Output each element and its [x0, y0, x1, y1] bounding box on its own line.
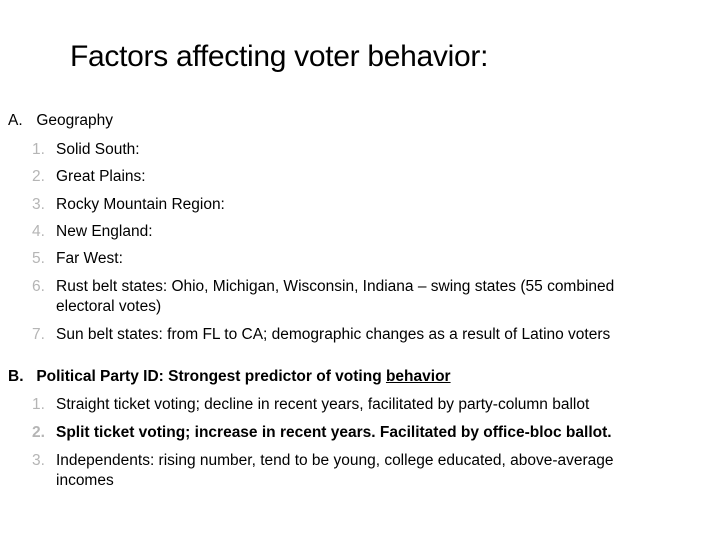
list-number: 7.	[32, 326, 45, 343]
list-number: 2.	[32, 168, 45, 185]
list-text: Straight ticket voting; decline in recent years, facilitated by party-column ballot	[56, 396, 590, 413]
section-b-title: Political Party ID: Strongest predictor of voting	[36, 368, 386, 385]
slide-title: Factors affecting voter behavior:	[70, 40, 489, 73]
list-number: 2.	[32, 424, 45, 441]
section-a-heading	[8, 112, 113, 130]
section-a-title: Geography	[36, 112, 114, 129]
list-text: Great Plains:	[56, 168, 146, 185]
section-b-title-underlined: behavior	[385, 368, 451, 385]
list-number: 1.	[32, 396, 45, 413]
list-item	[32, 195, 672, 215]
list-text: Rocky Mountain Region:	[56, 196, 225, 213]
list-number: 3.	[32, 452, 45, 469]
list-text: Rust belt states: Ohio, Michigan, Wisconsin, Indiana – swing states (55 combined electoral votes)	[56, 278, 615, 315]
section-a-letter: A.	[8, 112, 23, 129]
section-b-heading	[8, 368, 451, 386]
list-text: Split ticket voting; increase in recent years. Facilitated by office-bloc ballot.	[56, 424, 612, 441]
list-item	[32, 395, 672, 415]
section-b-letter: B.	[8, 368, 24, 385]
list-item	[32, 423, 672, 443]
list-item	[32, 167, 672, 187]
list-text: Independents: rising number, tend to be young, college educated, above-average incomes	[56, 452, 614, 489]
list-number: 5.	[32, 250, 45, 267]
list-text: New England:	[56, 223, 153, 240]
list-text: Solid South:	[56, 141, 140, 158]
list-item	[32, 451, 672, 491]
list-number: 6.	[32, 278, 45, 295]
list-item	[32, 325, 672, 345]
list-text: Far West:	[56, 250, 123, 267]
list-number: 1.	[32, 141, 45, 158]
list-number: 4.	[32, 223, 45, 240]
list-item	[32, 140, 672, 160]
list-number: 3.	[32, 196, 45, 213]
list-text: Sun belt states: from FL to CA; demographic changes as a result of Latino voters	[56, 326, 611, 343]
list-item	[32, 222, 672, 242]
list-item	[32, 277, 672, 317]
list-item	[32, 249, 672, 269]
